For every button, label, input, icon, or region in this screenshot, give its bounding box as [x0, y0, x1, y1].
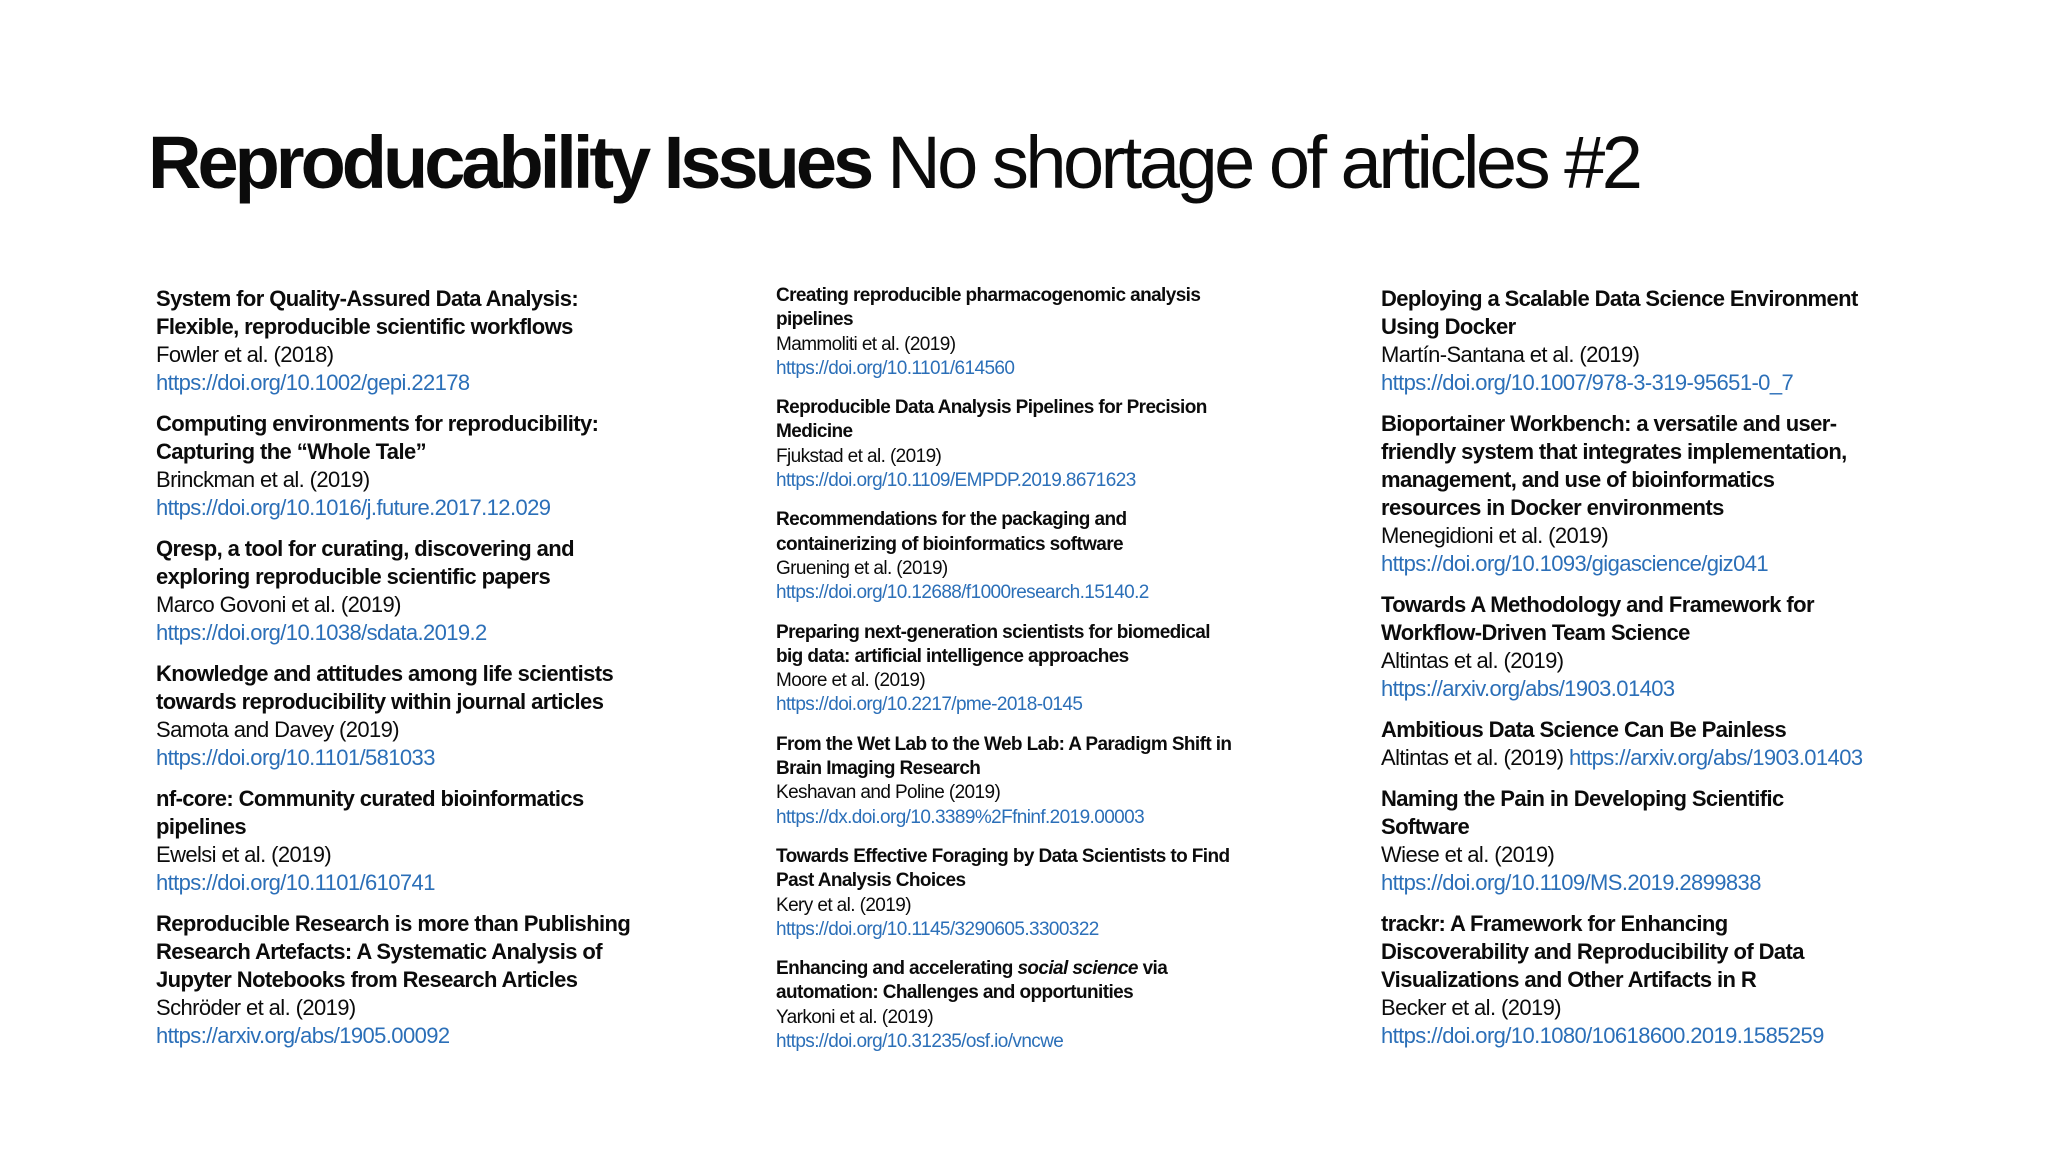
reference-authors: Becker et al. (2019)	[1381, 995, 1561, 1020]
reference-entry	[1381, 716, 1981, 772]
reference-link[interactable]: https://doi.org/10.1101/610741	[156, 870, 435, 895]
reference-entry	[776, 284, 1336, 381]
reference-title: Recommendations for the packaging and containerizing of bioinformatics software	[776, 509, 1127, 555]
reference-link[interactable]: https://doi.org/10.1093/gigascience/giz041	[1381, 551, 1768, 576]
reference-title-end: via automation: Challenges and opportunities	[776, 958, 1168, 1004]
reference-entry	[1381, 285, 1981, 397]
reference-entry	[1381, 591, 1981, 703]
reference-entry	[156, 660, 716, 772]
reference-authors: Brinckman et al. (2019)	[156, 467, 370, 492]
reference-column-1	[156, 285, 716, 1063]
reference-title: Towards A Methodology and Framework for Workflow-Driven Team Science	[1381, 592, 1814, 645]
reference-entry	[776, 508, 1336, 605]
reference-authors: Altintas et al. (2019)	[1381, 745, 1569, 770]
reference-link[interactable]: https://doi.org/10.1109/MS.2019.2899838	[1381, 870, 1761, 895]
reference-title: Knowledge and attitudes among life scientists towards reproducibility within journal articles	[156, 661, 614, 714]
reference-link[interactable]: https://doi.org/10.2217/pme-2018-0145	[776, 694, 1083, 716]
reference-entry	[156, 535, 716, 647]
reference-link[interactable]: https://doi.org/10.1002/gepi.22178	[156, 370, 470, 395]
reference-link[interactable]: https://arxiv.org/abs/1905.00092	[156, 1023, 450, 1048]
reference-title: Creating reproducible pharmacogenomic analysis pipelines	[776, 285, 1201, 331]
reference-title: From the Wet Lab to the Web Lab: A Paradigm Shift in Brain Imaging Research	[776, 733, 1232, 780]
reference-title-emphasis: social science	[1017, 958, 1138, 980]
reference-link[interactable]: https://dx.doi.org/10.3389%2Ffninf.2019.00003	[776, 806, 1145, 828]
reference-entry	[1381, 785, 1981, 897]
reference-authors: Marco Govoni et al. (2019)	[156, 592, 401, 617]
slide-title-bold: Reproducability Issues	[148, 121, 871, 204]
reference-authors: Yarkoni et al. (2019)	[776, 1006, 934, 1028]
reference-entry	[776, 845, 1336, 942]
reference-title: Preparing next-generation scientists for biomedical big data: artificial intelligence approaches	[776, 621, 1210, 667]
reference-title: Towards Effective Foraging by Data Scientists to Find Past Analysis Choices	[776, 845, 1230, 892]
reference-title-start: Enhancing and accelerating	[776, 958, 1018, 980]
reference-title: trackr: A Framework for Enhancing Discoverability and Reproducibility of Data Visualizations and Other Artifacts in R	[1381, 911, 1804, 992]
reference-column-2	[776, 284, 1336, 1069]
reference-title: Qresp, a tool for curating, discovering and exploring reproducible scientific papers	[156, 536, 574, 589]
reference-authors: Martín-Santana et al. (2019)	[1381, 342, 1640, 367]
reference-entry	[776, 396, 1336, 493]
slide-title	[148, 118, 1639, 208]
reference-entry	[156, 910, 716, 1050]
reference-authors: Gruening et al. (2019)	[776, 557, 948, 579]
reference-link[interactable]: https://doi.org/10.1080/10618600.2019.1585259	[1381, 1023, 1824, 1048]
reference-authors: Mammoliti et al. (2019)	[776, 333, 956, 355]
reference-title: Naming the Pain in Developing Scientific Software	[1381, 786, 1784, 839]
reference-entry	[156, 410, 716, 522]
reference-entry	[776, 957, 1336, 1054]
reference-entry	[156, 285, 716, 397]
reference-authors: Moore et al. (2019)	[776, 670, 926, 692]
reference-link[interactable]: https://doi.org/10.1109/EMPDP.2019.8671623	[776, 470, 1136, 492]
reference-entry	[1381, 910, 1981, 1050]
reference-link[interactable]: https://doi.org/10.1016/j.future.2017.12.029	[156, 495, 551, 520]
reference-authors: Altintas et al. (2019)	[1381, 648, 1564, 673]
reference-authors: Ewelsi et al. (2019)	[156, 842, 332, 867]
reference-title: Deploying a Scalable Data Science Environment Using Docker	[1381, 286, 1858, 339]
reference-entry	[776, 621, 1336, 718]
reference-title: Reproducible Research is more than Publishing Research Artefacts: A Systematic Analysis of Jupyter Notebooks from Research Articles	[156, 911, 631, 992]
reference-authors: Schröder et al. (2019)	[156, 995, 356, 1020]
reference-title: System for Quality-Assured Data Analysis: Flexible, reproducible scientific workflows	[156, 286, 579, 339]
reference-link[interactable]: https://doi.org/10.31235/osf.io/vncwe	[776, 1031, 1064, 1053]
reference-authors: Fowler et al. (2018)	[156, 342, 334, 367]
slide-title-subtitle: No shortage of articles #2	[887, 121, 1640, 204]
reference-authors-inline	[1381, 744, 1981, 772]
reference-title: Bioportainer Workbench: a versatile and user- friendly system that integrates implementation, management, and use of bioinformatics resources in Docker environments	[1381, 411, 1847, 520]
reference-title: Computing environments for reproducibility: Capturing the “Whole Tale”	[156, 411, 599, 464]
reference-authors: Samota and Davey (2019)	[156, 717, 400, 742]
reference-column-3	[1381, 285, 1981, 1063]
reference-title: Reproducible Data Analysis Pipelines for Precision Medicine	[776, 397, 1207, 443]
reference-authors: Menegidioni et al. (2019)	[1381, 523, 1609, 548]
reference-link[interactable]: https://doi.org/10.1038/sdata.2019.2	[156, 620, 487, 645]
reference-entry	[156, 785, 716, 897]
reference-title	[776, 958, 1167, 1003]
reference-entry	[776, 733, 1336, 830]
reference-entry	[1381, 410, 1981, 578]
reference-authors: Wiese et al. (2019)	[1381, 842, 1555, 867]
reference-link[interactable]: https://arxiv.org/abs/1903.01403	[1568, 745, 1863, 770]
reference-title: Ambitious Data Science Can Be Painless	[1381, 717, 1787, 742]
reference-link[interactable]: https://doi.org/10.1101/614560	[776, 357, 1015, 379]
reference-authors: Fjukstad et al. (2019)	[776, 445, 942, 467]
reference-link[interactable]: https://doi.org/10.1101/581033	[156, 745, 435, 770]
reference-link[interactable]: https://arxiv.org/abs/1903.01403	[1381, 676, 1675, 701]
reference-link[interactable]: https://doi.org/10.12688/f1000research.15140.2	[776, 582, 1149, 604]
reference-title: nf-core: Community curated bioinformatics pipelines	[156, 786, 584, 839]
reference-authors: Kery et al. (2019)	[776, 894, 911, 916]
reference-link[interactable]: https://doi.org/10.1145/3290605.3300322	[776, 918, 1099, 940]
reference-authors: Keshavan and Poline (2019)	[776, 782, 1001, 804]
reference-link[interactable]: https://doi.org/10.1007/978-3-319-95651-0_7	[1381, 370, 1794, 395]
